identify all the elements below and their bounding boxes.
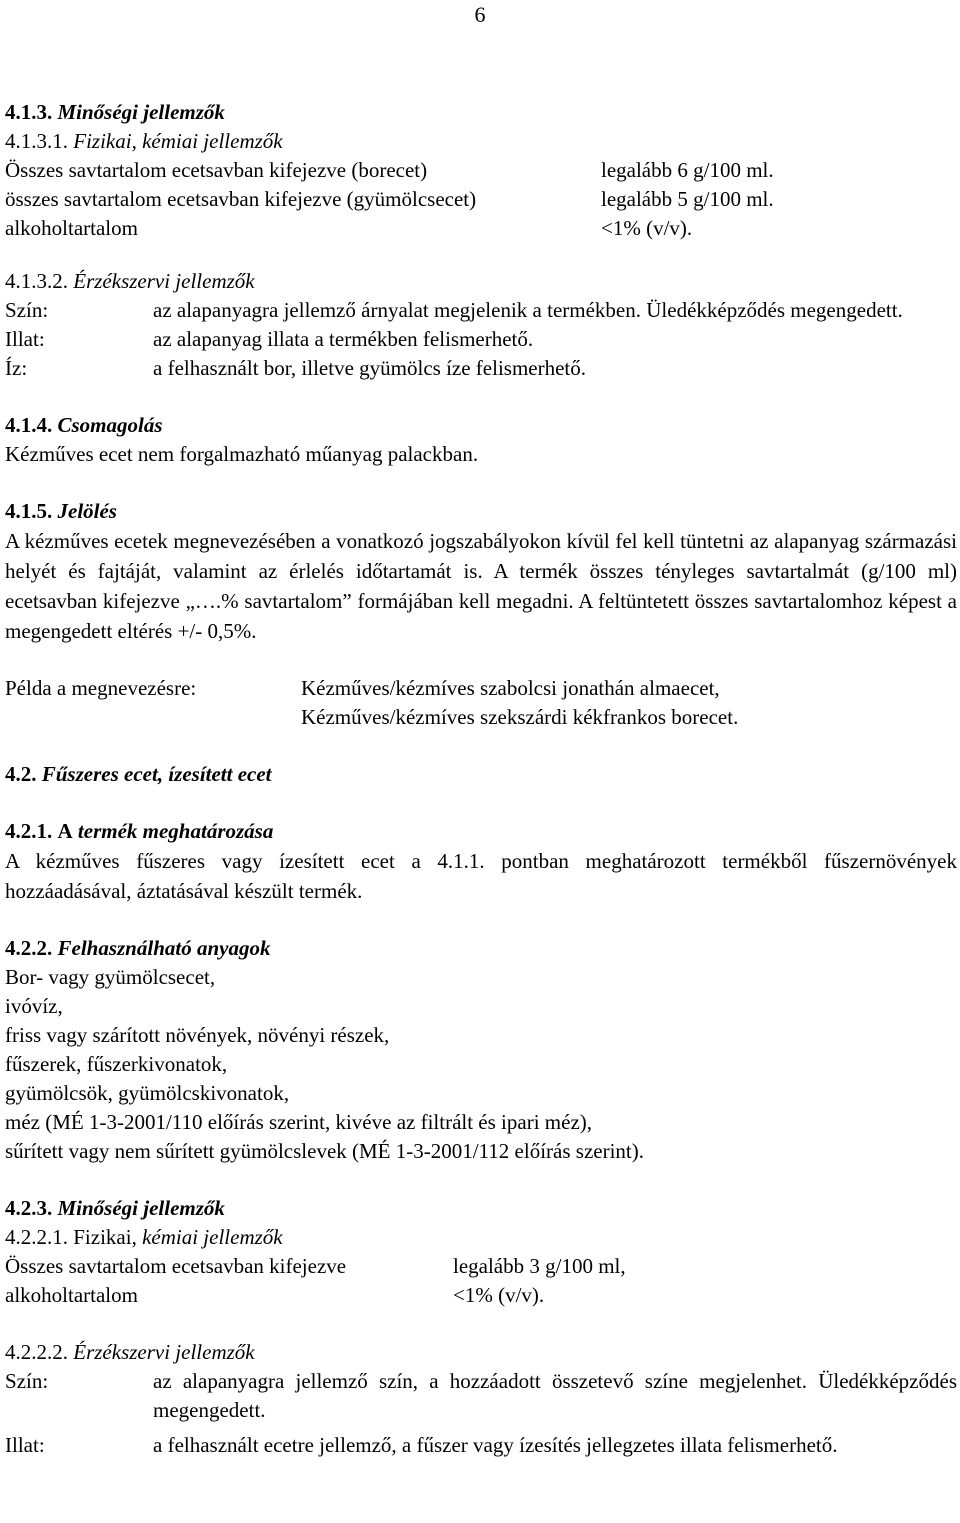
spec-value: <1% (v/v). [601, 216, 693, 240]
sensory-label: Illat: [5, 327, 45, 351]
spec-row [5, 1281, 957, 1310]
spec-label: alkoholtartalom [5, 216, 138, 240]
sensory-label: Íz: [5, 356, 28, 380]
heading-4-2-2 [5, 934, 957, 963]
spec-value: <1% (v/v). [453, 1283, 545, 1307]
sensory-text: a felhasznált bor, illetve gyümölcs íze felismerhető. [153, 356, 587, 380]
sensory-color [5, 296, 957, 325]
spec-value: legalább 6 g/100 ml. [601, 158, 774, 182]
spec-label: Összes savtartalom ecetsavban kifejezve [5, 1254, 347, 1278]
ingredient-item: méz (MÉ 1-3-2001/110 előírás szerint, kivéve az filtrált és ipari méz), [5, 1110, 593, 1134]
subheading-number: 4.1.3.2. [5, 269, 68, 293]
heading-title: Fűszeres ecet, ízesített ecet [41, 762, 272, 786]
sensory-taste [5, 354, 957, 383]
heading-number: 4.2.1. [5, 819, 53, 843]
spec-label: összes savtartalom ecetsavban kifejezve (gyümölcsecet) [5, 187, 477, 211]
sensory-text: az alapanyagra jellemző árnyalat megjelenik a termékben. Üledékképződés megengedett. [153, 298, 903, 322]
heading-number: 4.1.4. [5, 413, 53, 437]
heading-number: 4.2.2. [5, 936, 53, 960]
spec-label: alkoholtartalom [5, 1283, 138, 1307]
spec-row [5, 156, 957, 185]
heading-title-b: termék [77, 819, 138, 843]
spec-row [5, 1252, 957, 1281]
spec-label: Összes savtartalom ecetsavban kifejezve (borecet) [5, 158, 428, 182]
sensory-color [5, 1367, 957, 1425]
sensory-text: az alapanyag illata a termékben felismerhető. [153, 327, 534, 351]
sensory-smell [5, 1431, 957, 1460]
spec-value: legalább 3 g/100 ml, [453, 1254, 626, 1278]
heading-4-1-4 [5, 411, 957, 440]
heading-title: Minőségi jellemzők [57, 1196, 225, 1220]
heading-number: 4.2. [5, 762, 37, 786]
heading-title: Jelölés [57, 499, 117, 523]
sensory-label: Illat: [5, 1433, 45, 1457]
example-item: Kézműves/kézmíves szekszárdi kékfrankos borecet. [301, 705, 739, 729]
subheading-title: kémiai jellemzők [142, 1225, 283, 1249]
heading-4-2 [5, 760, 957, 789]
packaging-text: Kézműves ecet nem forgalmazható műanyag palackban. [5, 442, 479, 466]
heading-number: 4.1.5. [5, 499, 53, 523]
subheading-title: Fizikai, kémiai jellemzők [73, 129, 283, 153]
heading-title: Felhasználható anyagok [57, 936, 271, 960]
subheading-number: 4.2.2.2. [5, 1340, 68, 1364]
heading-4-1-3 [5, 98, 957, 127]
heading-number: 4.2.3. [5, 1196, 53, 1220]
subheading-title: Érzékszervi jellemzők [73, 269, 255, 293]
example-item: Kézműves/kézmíves szabolcsi jonathán almaecet, [301, 676, 720, 700]
definition-paragraph: A kézműves fűszeres vagy ízesített ecet a 4.1.1. pontban meghatározott termékből fűszernövények hozzáadásával, áztatásával készült termék. [5, 849, 957, 903]
subheading-4-2-2-2 [5, 1338, 957, 1367]
subheading-number: 4.2.2.1. Fizikai, [5, 1225, 137, 1249]
subheading-4-2-2-1 [5, 1223, 957, 1252]
heading-4-2-1 [5, 817, 957, 846]
ingredient-item: Bor- vagy gyümölcsecet, [5, 965, 216, 989]
heading-title: Minőségi jellemzők [57, 100, 225, 124]
page-number: 6 [474, 2, 486, 27]
heading-number: 4.1.3. [5, 100, 53, 124]
spec-row [5, 214, 957, 243]
ingredient-item: friss vagy szárított növények, növényi részek, [5, 1023, 390, 1047]
subheading-number: 4.1.3.1. [5, 129, 68, 153]
heading-4-1-5 [5, 497, 957, 526]
ingredient-item: gyümölcsök, gyümölcskivonatok, [5, 1081, 290, 1105]
subheading-4-1-3-2 [5, 267, 957, 296]
sensory-text: a felhasznált ecetre jellemző, a fűszer vagy ízesítés jellegzetes illata felismerhető. [153, 1433, 838, 1457]
heading-title: Csomagolás [57, 413, 163, 437]
example-label: Példa a megnevezésre: [5, 676, 197, 700]
spec-row [5, 185, 957, 214]
ingredient-item: fűszerek, fűszerkivonatok, [5, 1052, 228, 1076]
heading-title-a: A [57, 819, 73, 843]
heading-title-c: meghatározása [142, 819, 274, 843]
sensory-smell [5, 325, 957, 354]
heading-4-2-3 [5, 1194, 957, 1223]
labeling-paragraph: A kézműves ecetek megnevezésében a vonatkozó jogszabályokon kívül fel kell tüntetni az alapanyag származási helyét és fajtáját, valamint az érlelés időtartamát is. A termék összes tényleges savtartalmát (g/100 ml) ecetsavban kifejezve „….% savtartalom” formájában kell megadni. A feltüntetett összes savtartalomhoz képest a megengedett eltérés +/- 0,5%. [5, 529, 957, 643]
example-row [5, 674, 957, 703]
subheading-4-1-3-1 [5, 127, 957, 156]
sensory-text: az alapanyagra jellemző szín, a hozzáadott összetevő színe megjelenhet. Üledékképződés megengedett. [153, 1369, 957, 1422]
example-row [5, 703, 957, 732]
sensory-label: Szín: [5, 1369, 49, 1393]
document-body [5, 98, 957, 1460]
subheading-title: Érzékszervi jellemzők [73, 1340, 255, 1364]
spec-value: legalább 5 g/100 ml. [601, 187, 774, 211]
sensory-label: Szín: [5, 298, 49, 322]
ingredient-item: sűrített vagy nem sűrített gyümölcslevek (MÉ 1-3-2001/112 előírás szerint). [5, 1139, 644, 1163]
ingredient-item: ivóvíz, [5, 994, 63, 1018]
